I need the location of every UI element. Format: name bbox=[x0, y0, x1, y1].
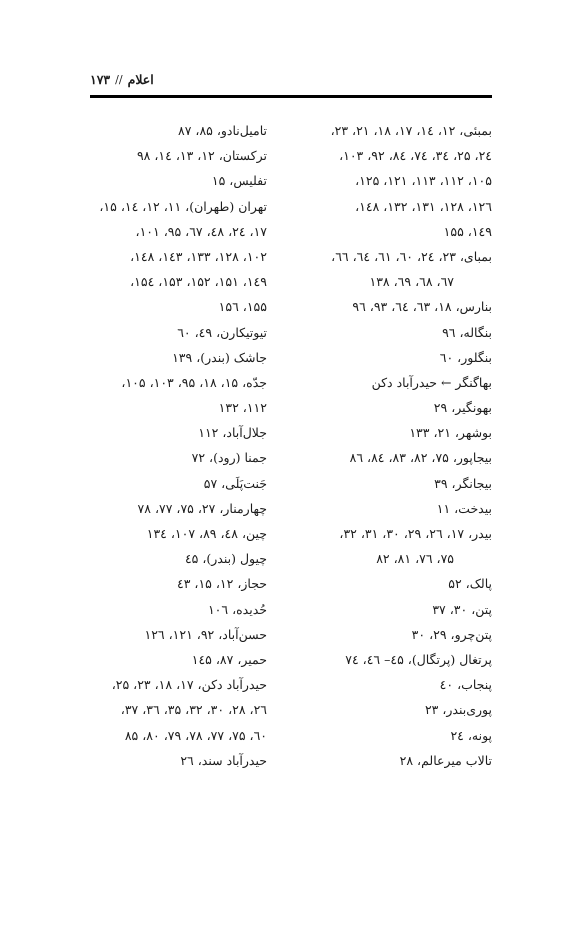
index-entry-line: ٦۰، ۷۵، ۷۷، ۷۸، ۷۹، ۸۰، ۸۵ bbox=[124, 727, 267, 743]
index-entry-line: پتن، ۳۰، ۳۷ bbox=[432, 601, 492, 617]
index-entry-line: پوری‌بندر، ۲۳ bbox=[424, 702, 492, 718]
index-entry-line: حُدیده، ۱۰٦ bbox=[207, 601, 267, 617]
index-entry-line: ۱۲٦، ۱۲۸، ۱۳۱، ۱۳۲، ۱٤۸، bbox=[355, 198, 492, 214]
index-entry-line: چیول (بندر)، ٤۵ bbox=[184, 551, 267, 567]
index-entry-line: حیدرآباد سند، ۲٦ bbox=[180, 752, 267, 768]
index-entry-line: حیدرآباد دکن، ۱۷، ۱۸، ۲۳، ۲۵، bbox=[111, 677, 267, 693]
index-entry-line: جاشک (بندر)، ۱۳۹ bbox=[172, 349, 267, 365]
index-entry-line: بنارس، ۱۸، ٦۳، ٦٤، ۹۳، ۹٦ bbox=[352, 299, 492, 315]
index-entry-line: چهارمنار، ۲۷، ۷۵، ۷۷، ۷۸ bbox=[137, 500, 267, 516]
index-column-right bbox=[296, 118, 492, 773]
index-entry-line: پونه، ۲٤ bbox=[450, 727, 492, 743]
index-entry-line: ترکستان، ۱۲، ۱۳، ۱٤، ۹۸ bbox=[136, 148, 267, 164]
index-entry-line: ۷۵، ۷٦، ۸۱، ۸۲ bbox=[376, 551, 454, 567]
index-entry-line: تهران (طهران)، ۱۱، ۱۲، ۱٤، ۱۵، bbox=[99, 198, 267, 214]
index-entry-line: جَنت‌پَلَی، ۵۷ bbox=[203, 475, 267, 491]
index-entry-line: بمبای، ۲۳، ۲٤، ٦۰، ٦۱، ٦٤، ٦٦، bbox=[331, 248, 492, 264]
index-entry-line: ۱٤۹، ۱۵۱، ۱۵۲، ۱۵۳، ۱۵٤، bbox=[130, 274, 267, 290]
index-entry-line: پالک، ۵۲ bbox=[448, 576, 492, 592]
index-entry-line: بنگاله، ۹٦ bbox=[442, 324, 492, 340]
index-entry-line: پنجاب، ٤۰ bbox=[439, 677, 492, 693]
index-entry-line: حسن‌آباد، ۹۲، ۱۲۱، ۱۲٦ bbox=[144, 626, 267, 642]
index-entry-line: ۱۰۵، ۱۱۲، ۱۱۳، ۱۲۱، ۱۲۵، bbox=[355, 173, 492, 189]
index-entry-line: ۲٦، ۲۸، ۳۰، ۳۲، ۳۵، ۳٦، ۳۷، bbox=[120, 702, 267, 718]
index-entry-line: ۱۰۲، ۱۲۸، ۱۳۳، ۱٤۳، ۱٤۸، bbox=[130, 248, 267, 264]
index-entry-line: بمبئی، ۱۲، ۱٤، ۱۷، ۱۸، ۲۱، ۲۳، bbox=[330, 123, 492, 138]
index-entry-line: ٦۷، ٦۸، ٦۹، ۱۳۸ bbox=[369, 274, 454, 290]
index-entry-line: بیدخت، ۱۱ bbox=[436, 500, 492, 516]
section-title: اعلام bbox=[127, 71, 154, 87]
header-rule bbox=[90, 95, 492, 98]
header-separator: // bbox=[115, 72, 123, 86]
index-entry-line: ۱۱۲، ۱۳۲ bbox=[218, 400, 267, 416]
index-entry-line: حجاز، ۱۲، ۱۵، ٤۳ bbox=[177, 576, 267, 592]
index-entry-line: جدّه، ۱۵، ۱۸، ۹۵، ۱۰۳، ۱۰۵، bbox=[121, 374, 267, 390]
index-entry-line: ۱۵۵، ۱۵٦ bbox=[218, 299, 267, 315]
index-entry-line: بهاگنگر ← حیدرآباد دکن bbox=[371, 374, 492, 390]
index-entry-line: بیدر، ۱۷، ۲٦، ۲۹، ۳۰، ۳۱، ۳۲، bbox=[339, 526, 492, 541]
index-entry-line: پرتغال (پرتگال)، ٤۵– ٤٦، ۷٤ bbox=[345, 651, 492, 667]
index-entry-line: بیجاپور، ۷۵، ۸۲، ۸۳، ۸٤، ۸٦ bbox=[349, 450, 492, 466]
index-column-left bbox=[84, 118, 267, 773]
index-entry-line: بیجانگر، ۳۹ bbox=[434, 475, 492, 491]
page-number: ۱۷۳ bbox=[90, 71, 111, 87]
index-entry-line: تیوتیکارن، ٤۹، ٦۰ bbox=[177, 324, 267, 340]
index-entry-line: ۱٤۹، ۱۵۵ bbox=[443, 223, 492, 239]
index-entry-line: پتن‌چرو، ۲۹، ۳۰ bbox=[411, 626, 492, 642]
index-entry-line: تفلیس، ۱۵ bbox=[211, 173, 267, 189]
index-entry-line: تامیل‌نادو، ۸۵، ۸۷ bbox=[177, 123, 267, 138]
index-entry-line: بهونگیر، ۲۹ bbox=[433, 400, 492, 416]
index-entry-line: جلال‌آباد، ۱۱۲ bbox=[198, 425, 267, 441]
index-entry-line: جمنا (رود)، ۷۲ bbox=[191, 450, 267, 466]
index-entry-line: بوشهر، ۲۱، ۱۳۳ bbox=[409, 425, 492, 441]
index-entry-line: ۲٤، ۲۵، ۳٤، ۷٤، ۸٤، ۹۲، ۱۰۳، bbox=[339, 148, 492, 164]
running-head bbox=[90, 69, 492, 89]
index-entry-line: بنگلور، ٦۰ bbox=[439, 349, 492, 365]
index-entry-line: تالاب میرعالم، ۲۸ bbox=[399, 752, 492, 768]
index-entry-line: چین، ٤۸، ۸۹، ۱۰۷، ۱۳٤ bbox=[146, 526, 267, 541]
index-entry-line: حمیر، ۸۷، ۱٤۵ bbox=[191, 651, 267, 667]
index-entry-line: ۱۷، ۲٤، ٤۸، ٦۷، ۹۵، ۱۰۱، bbox=[135, 223, 267, 239]
